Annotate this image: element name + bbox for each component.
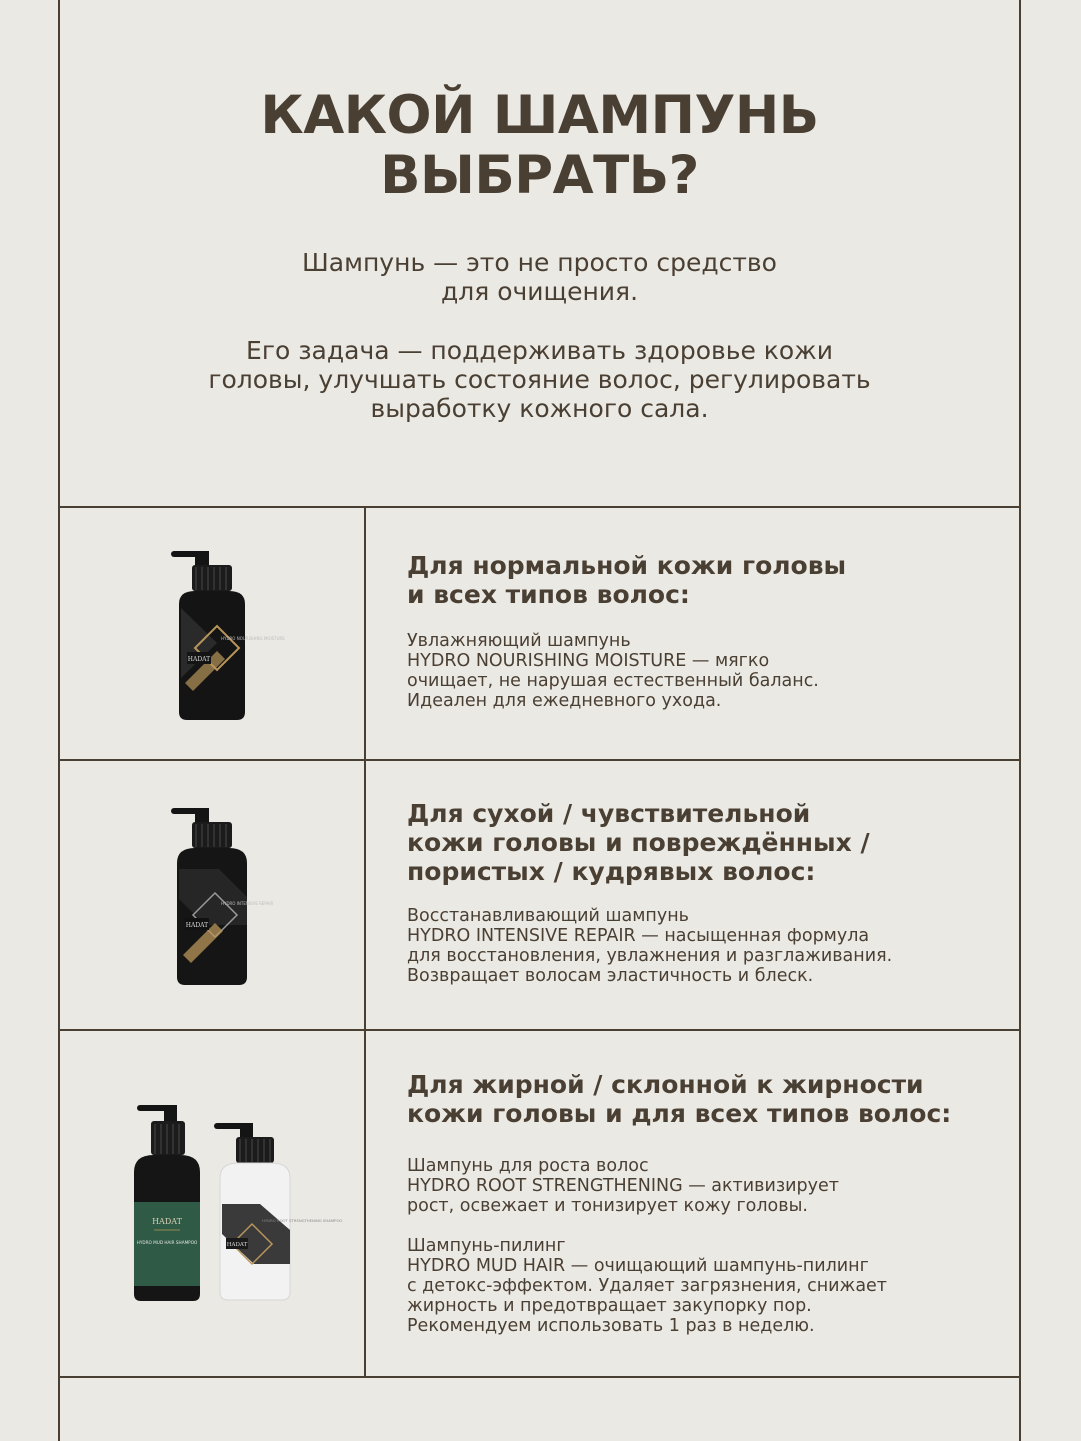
- divider-1: [58, 506, 1021, 508]
- section-3-desc2-line3: жирность и предотвращает закупорку пор.: [407, 1296, 812, 1316]
- bottle-brand-text: HADAT: [226, 1242, 248, 1248]
- bottle-brand-text: HADAT: [185, 922, 209, 929]
- section-1-type-label: Увлажняющий шампунь: [407, 631, 631, 651]
- section-3-type-label-2: Шампунь-пилинг: [407, 1236, 566, 1256]
- section-1-heading: [407, 551, 1007, 609]
- section-3-description-2: [407, 1236, 1007, 1336]
- section-1-desc-line3: очищает, не нарушая естественный баланс.: [407, 671, 819, 691]
- section-2-desc-line4: Возвращает волосам эластичность и блеск.: [407, 966, 814, 986]
- bottle-brand-text: HADAT: [187, 656, 211, 663]
- section-3-desc-line3: рост, освежает и тонизирует кожу головы.: [407, 1196, 808, 1216]
- bottle-mud-hair: [126, 1102, 206, 1304]
- bottle-label-text: HYDRO INTENSIVE REPAIR: [221, 901, 274, 906]
- section-2-heading-line3: пористых / кудрявых волос:: [407, 857, 816, 886]
- section-2-description: [407, 906, 1007, 986]
- title-line-1: КАКОЙ ШАМПУНЬ: [260, 85, 819, 146]
- page-title: [60, 86, 1019, 206]
- section-2-heading-line2: кожи головы и повреждённых /: [407, 828, 870, 857]
- section-3-desc2-line2: с детокс-эффектом. Удаляет загрязнения, снижает: [407, 1276, 888, 1296]
- intro-p2-line3: выработку кожного сала.: [370, 394, 709, 423]
- section-3-desc2-line4: Рекомендуем использовать 1 раз в неделю.: [407, 1316, 815, 1336]
- divider-3: [58, 1029, 1021, 1031]
- bottle-label-text: HYDRO ROOT STRENGTHENING SHAMPOO: [262, 1218, 343, 1223]
- divider-4: [58, 1376, 1021, 1378]
- title-line-2: ВЫБРАТЬ?: [380, 145, 699, 206]
- bottle-brand-text: HADAT: [152, 1217, 182, 1226]
- section-2-heading-line1: Для сухой / чувствительной: [407, 799, 811, 828]
- section-2-heading: [407, 799, 1007, 886]
- grid-middle-line: [364, 507, 366, 1377]
- intro-p1-line1: Шампунь — это не просто средство: [302, 248, 777, 277]
- bottle-intensive-repair: [165, 805, 274, 987]
- bottle-label-text: HYDRO MUD HAIR SHAMPOO: [136, 1240, 198, 1245]
- bottle-nourishing-moisture: [165, 548, 285, 723]
- section-1-desc-line4: Идеален для ежедневного ухода.: [407, 691, 722, 711]
- section-2-desc-tail: — насыщенная формула: [635, 926, 870, 946]
- section-3-product-name: HYDRO ROOT STRENGTHENING: [407, 1176, 683, 1196]
- intro-p2-line1: Его задача — поддерживать здоровье кожи: [246, 336, 833, 365]
- section-3-heading-line1: Для жирной / склонной к жирности: [407, 1070, 924, 1099]
- section-2-product-name: HYDRO INTENSIVE REPAIR: [407, 926, 636, 946]
- divider-2: [58, 759, 1021, 761]
- intro-paragraph-1: [60, 248, 1019, 306]
- section-1-product-name: HYDRO NOURISHING MOISTURE: [407, 651, 687, 671]
- intro-p1-line2: для очищения.: [440, 277, 639, 306]
- section-1-heading-line2: и всех типов волос:: [407, 580, 690, 609]
- section-3-description-1: [407, 1156, 1007, 1216]
- section-3-type-label: Шампунь для роста волос: [407, 1156, 649, 1176]
- bottle-label-text: HYDRO NOURISHING MOISTURE: [221, 636, 285, 641]
- intro-p2-line2: головы, улучшать состояние волос, регулировать: [208, 365, 871, 394]
- bottle-root-strengthening: [210, 1120, 343, 1302]
- section-3-desc-tail: — активизирует: [682, 1176, 839, 1196]
- section-1-desc-tail: — мягко: [686, 651, 770, 671]
- section-2-type-label: Восстанавливающий шампунь: [407, 906, 689, 926]
- section-3-desc-tail-2: — очищающий шампунь-пилинг: [565, 1256, 869, 1276]
- intro-paragraph-2: [60, 336, 1019, 423]
- section-3-heading-line2: кожи головы и для всех типов волос:: [407, 1099, 952, 1128]
- section-3-heading: [407, 1070, 1007, 1128]
- frame-right-line: [1019, 0, 1021, 1441]
- frame-left-line: [58, 0, 60, 1441]
- section-3-product-name-2: HYDRO MUD HAIR: [407, 1256, 566, 1276]
- section-1-description: [407, 631, 1007, 711]
- section-1-heading-line1: Для нормальной кожи головы: [407, 551, 847, 580]
- section-2-desc-line3: для восстановления, увлажнения и разглаживания.: [407, 946, 893, 966]
